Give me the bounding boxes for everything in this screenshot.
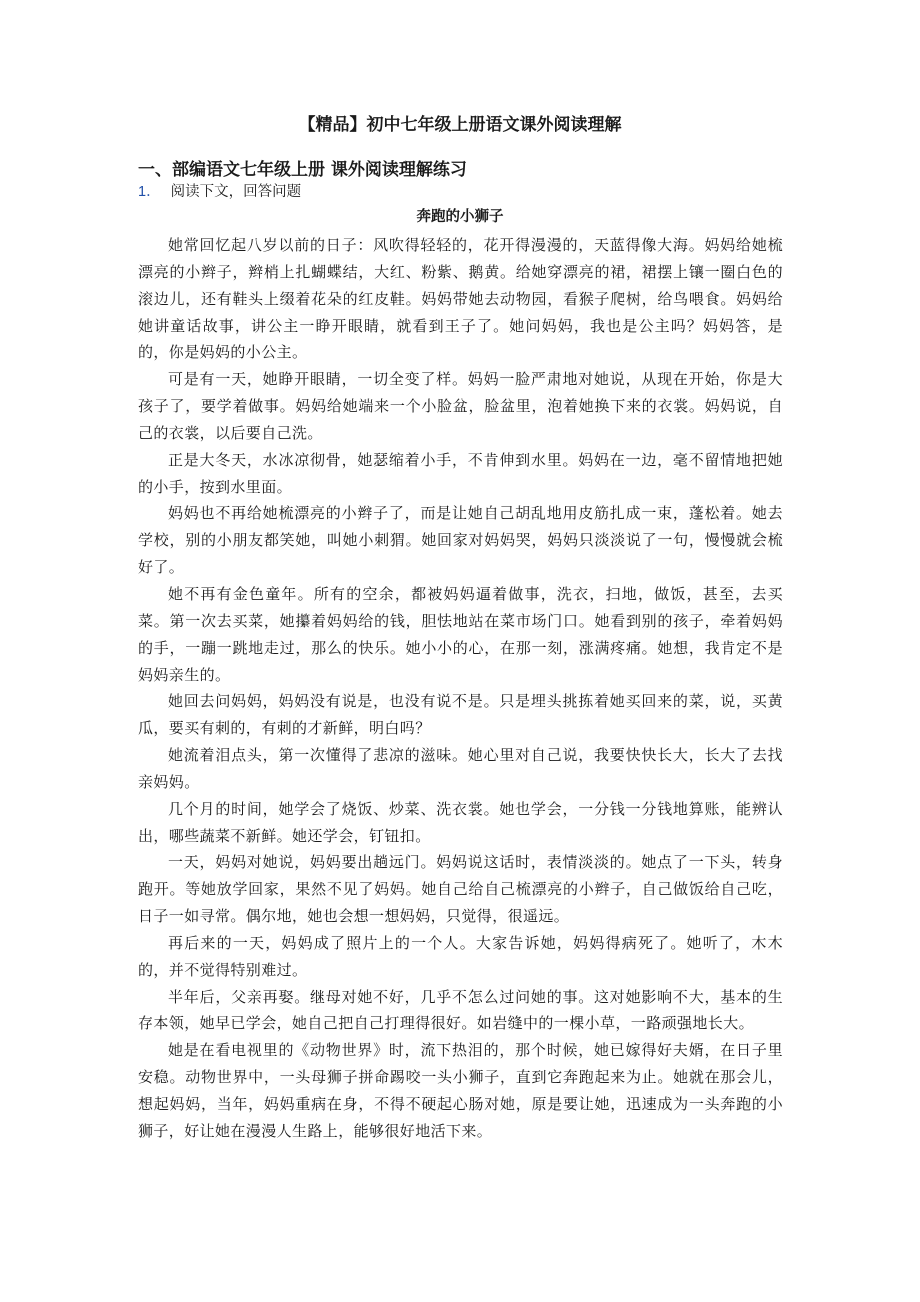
question-prompt: 阅读下文，回答问题 xyxy=(170,184,302,200)
question-number: 1． xyxy=(138,184,161,200)
paragraph: 她流着泪点头，第一次懂得了悲凉的滋味。她心里对自己说，我要快快长大，长大了去找亲妈妈。 xyxy=(138,746,783,791)
paragraph: 妈妈也不再给她梳漂亮的小辫子了，而是让她自己胡乱地用皮筋扎成一束，蓬松着。她去学校，别的小朋友都笑她，叫她小刺猬。她回家对妈妈哭，妈妈只淡淡说了一句，慢慢就会梳好了。 xyxy=(138,504,783,577)
paragraph: 再后来的一天，妈妈成了照片上的一个人。大家告诉她，妈妈得病死了。她听了，木木的，并不觉得特别难过。 xyxy=(138,933,783,979)
paragraph: 她是在看电视里的《动物世界》时，流下热泪的，那个时候，她已嫁得好夫婿，在日子里安稳。动物世界中，一头母狮子拼命踢咬一头小狮子，直到它奔跑起来为止。她就在那会儿，想起妈妈，当年，妈妈重病在身，不得不硬起心肠对她，原是要让她，迅速成为一头奔跑的小狮子，好让她在漫漫人生路上，能够很好地活下来。 xyxy=(138,1041,783,1140)
section-heading: 一、部编语文七年级上册 课外阅读理解练习 xyxy=(138,160,467,180)
paragraph: 她回去问妈妈，妈妈没有说是，也没有说不是。只是埋头挑拣着她买回来的菜，说，买黄瓜，要买有刺的，有刺的才新鲜，明白吗？ xyxy=(138,692,783,738)
article-title: 奔跑的小狮子 xyxy=(416,208,504,225)
document-title: 【精品】初中七年级上册语文课外阅读理解 xyxy=(298,115,622,135)
paragraph: 她常回忆起八岁以前的日子：风吹得轻轻的，花开得漫漫的，天蓝得像大海。妈妈给她梳漂亮的小辫子，辫梢上扎蝴蝶结，大红、粉紫、鹅黄。给她穿漂亮的裙，裙摆上镶一圈白色的滚边儿，还有鞋头上缀着花朵的红皮鞋。妈妈带她去动物园，看猴子爬树，给鸟喂食。妈妈给她讲童话故事，讲公主一睁开眼睛，就看到王子了。她问妈妈，我也是公主吗？妈妈答，是的，你是妈妈的小公主。 xyxy=(138,236,783,362)
paragraph: 半年后，父亲再娶。继母对她不好，几乎不怎么过问她的事。这对她影响不大，基本的生存本领，她早已学会，她自己把自己打理得很好。如岩缝中的一棵小草，一路顽强地长大。 xyxy=(138,987,783,1033)
paragraph: 可是有一天，她睁开眼睛，一切全变了样。妈妈一脸严肃地对她说，从现在开始，你是大孩子了，要学着做事。妈妈给她端来一个小脸盆，脸盆里，泡着她换下来的衣裳。妈妈说，自己的衣裳，以后要自己洗。 xyxy=(138,370,783,442)
article-body xyxy=(138,232,783,1145)
paragraph: 正是大冬天，水冰凉彻骨，她瑟缩着小手，不肯伸到水里。妈妈在一边，毫不留情地把她的小手，按到水里面。 xyxy=(138,450,783,496)
paragraph: 一天，妈妈对她说，妈妈要出趟远门。妈妈说这话时，表情淡淡的。她点了一下头，转身跑开。等她放学回家，果然不见了妈妈。她自己给自己梳漂亮的小辫子，自己做饭给自己吃，日子一如寻常。偶尔地，她也会想一想妈妈，只觉得，很遥远。 xyxy=(138,853,783,926)
question-line xyxy=(138,180,301,204)
paragraph: 她不再有金色童年。所有的空余，都被妈妈逼着做事，洗衣，扫地，做饭，甚至，去买菜。第一次去买菜，她攥着妈妈给的钱，胆怯地站在菜市场门口。她看到别的孩子，牵着妈妈的手，一蹦一跳地走过，那么的快乐。她小小的心，在那一刻，涨满疼痛。她想，我肯定不是妈妈亲生的。 xyxy=(138,584,783,684)
paragraph: 几个月的时间，她学会了烧饭、炒菜、洗衣裳。她也学会，一分钱一分钱地算账，能辨认出，哪些蔬菜不新鲜。她还学会，钉钮扣。 xyxy=(138,799,783,845)
